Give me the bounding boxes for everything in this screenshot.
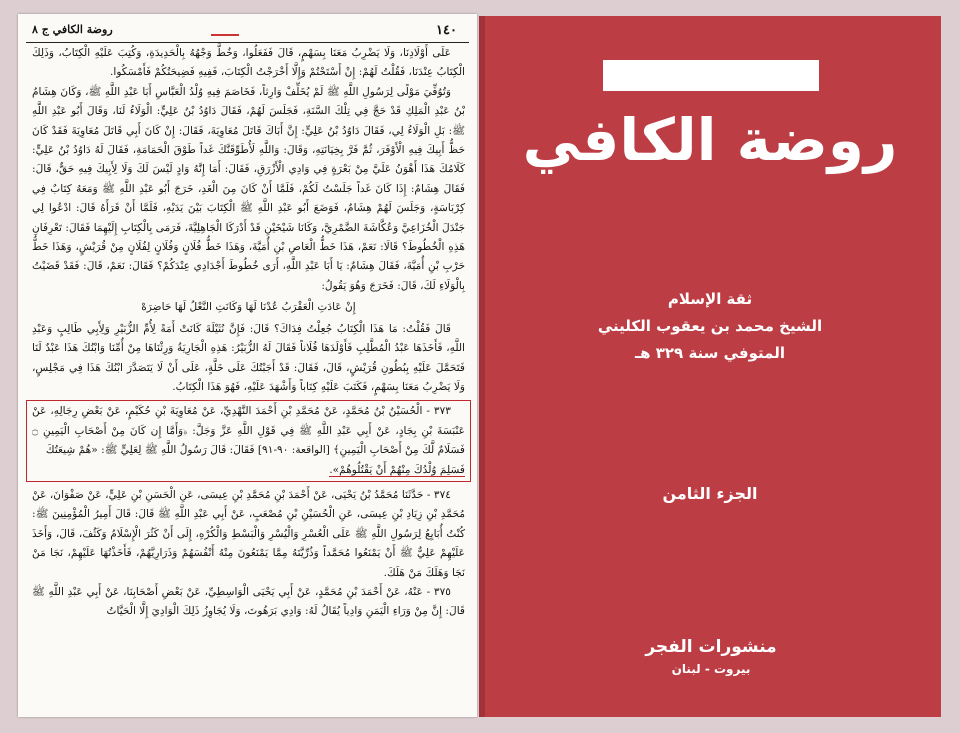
paragraph: ٣٧٤ - حَدَّثَنَا مُحَمَّدُ بْنُ يَحْيَى، عَنْ أَحْمَدَ بْنِ مُحَمَّدِ بْنِ عِيسَى، عَنِ الْحَسَنِ بْنِ عَلِيٍّ، عَنْ صَفْوَانَ، عَنْ مُحَمَّدِ بْنِ زِيَادِ بْنِ عِيسَى، عَنِ الْحُسَيْنِ بْنِ مُصْعَبٍ، عَنْ أَبِي عَبْدِ اللَّهِ ﷺ قَالَ: قَالَ أَمِيرُ الْمُؤْمِنِينَ ﷺ: كُنْتُ أُبَايِعُ لِرَسُولِ اللَّهِ ﷺ عَلَى الْعُسْرِ وَالْيُسْرِ وَالْبَسْطِ وَالْكُرْهِ، إِلَى أَنْ كَثُرَ الْإِسْلَامُ وَكَثُفَ، قَالَ، وَأَخَذَ عَلَيْهِمْ عَلِيٌّ ﷺ أَنْ يَمْنَعُوا مُحَمَّداً وَذُرِّيَّتَهُ مِمَّا يَمْنَعُونَ مِنْهُ أَنْفُسَهُمْ وَذَرَارِيَّهُمْ، فَأَخَذْتُهَا عَلَيْهِمْ، نَجَا مَنْ نَجَا وَهَلَكَ مَنْ هَلَكَ. [32,488,465,579]
cover-title: روضة الكافي [522,106,898,174]
highlighted-hadith-text: ٣٧٣ - الْحُسَيْنُ بْنُ مُحَمَّدٍ، عَنْ مُحَمَّدِ بْنِ أَحْمَدَ النَّهْدِيِّ، عَنْ مُعَاوِيَةَ بْنِ حُكَيْمٍ، عَنْ بَعْضِ رِجَالِهِ، عَنْ عَنْبَسَةَ بْنِ بِجَادٍ، عَنْ أَبِي عَبْدِ اللَّهِ ﷺ فِي قَوْلِ اللَّهِ عَزَّ وَجَلَّ: ﴿وَأَمَّا إِن كَانَ مِنْ أَصْحَابِ الْيَمِينِ ۝ فَسَلَامٌ لَّكَ مِنْ أَصْحَابِ الْيَمِينِ﴾ [الواقعة: ٩٠-٩١] فَقَالَ: قَالَ رَسُولُ اللَّهِ ﷺ لِعَلِيٍّ ﷺ: «هُمْ شِيعَتُكَ [32,405,465,457]
poem-verse: إِنْ عَادَتِ الْعَقْرَبُ عُدْنَا لَهَا وَكَانَتِ النَّعْلُ لَهَا حَاضِرَهْ [141,301,356,314]
author-death-year: المتوفي سنة ٣٢٩ هـ [635,344,785,362]
author-name: الشيخ محمد بن يعقوب الكليني [597,317,823,335]
author-block [479,286,941,367]
volume-label: الجزء الثامن [662,484,758,503]
white-label-patch [603,60,819,91]
page-body-text [32,44,465,711]
author-honorific: ثقة الإسلام [667,290,753,308]
underlined-text: فَسَلِمَ وُلْدُكَ مِنْهُمْ أَنْ يَقْتُلُوهُمْ». [329,463,465,476]
red-pen-mark [211,34,239,36]
running-title: روضة الكافي ج ٨ [32,23,113,36]
publisher-city: بيروت - لبنان [671,662,751,676]
publisher-name: منشورات الفجر [645,637,777,657]
page-header [26,20,469,43]
book-cover [479,16,941,717]
paragraph: عَلَى أَوْلَادِنَا، وَلَا يَضْرِبُ مَعَنَا بِسَهْمٍ، قَالَ فَفَعَلُوا، وَخُطَّ وَجْهُهُ بِالْحَدِيدَةِ، وَكُتِبَ عَلَيْهِ الْكِتَابُ، وَذَلِكَ الْكِتَابُ عِنْدَنَا، فَقُلْتُ لَهُمْ: إِنْ أَسْتَحْتُمْ وَإِلَّا أَخْرَجْتُ الْكِتَابَ، فَفِيهِ فَضِيحَتُكُمْ فَأَمْسَكُوا. [32,47,465,79]
paragraph: ٣٧٥ - عَنْهُ، عَنْ أَحْمَدَ بْنِ مُحَمَّدٍ، عَنْ أَبِي يَحْيَى الْوَاسِطِيِّ، عَنْ بَعْضِ أَصْحَابِنَا، عَنْ أَبِي عَبْدِ اللَّهِ ﷺ قَالَ: إِنَّ مِنْ وَرَاءِ الْيَمَنِ وَادِياً يُقَالُ لَهُ: وَادِي بَرَهُوتَ، وَلَا يُجَاوِزُ ذَلِكَ الْوَادِيَ إِلَّا الْحَيَّاتُ [32,585,465,618]
highlighted-hadith-end [32,461,465,480]
paragraph: وَتُوُفِّيَ مَوْلًى لِرَسُولِ اللَّهِ ﷺ لَمْ يُخَلِّفْ وَارِثاً، فَخَاصَمَ فِيهِ وُلْدُ الْعَبَّاسِ أَبَا عَبْدِ اللَّهِ ﷺ، وَكَانَ هِشَامُ بْنُ عَبْدِ الْمَلِكِ قَدْ حَجَّ فِي تِلْكَ السَّنَةِ، فَجَلَسَ لَهُمْ، فَقَالَ دَاوُدُ بْنُ عَلِيٍّ: الْوَلَاءُ لَنَا، وَقَالَ أَبُو عَبْدِ اللَّهِ ﷺ: بَلِ الْوَلَاءُ لِي، فَقَالَ دَاوُدُ بْنُ عَلِيٍّ: إِنَّ أَبَاكَ قَاتَلَ مُعَاوِيَةَ، فَقَالَ: إِنْ كَانَ أَبِي قَاتَلَ مُعَاوِيَةَ فَقَدْ كَانَ حَظُّ أَبِيكَ فِيهِ الْأَوْفَرَ، ثُمَّ فَرَّ بِخِيَانَتِهِ، وَقَالَ: وَاللَّهِ لَأُطَوِّقَنَّكَ غَداً طَوْقَ الْحَمَامَةِ، فَقَالَ لَهُ دَاوُدُ بْنُ عَلِيٍّ: كَلَامُكَ هَذَا أَهْوَنُ عَلَيَّ مِنْ بَعْرَةٍ فِي وَادِي الْأَزْرَقِ، فَقَالَ: أَمَا إِنَّهُ وَادٍ لَيْسَ لَكَ وَلَا لِأَبِيكَ فِيهِ حَقٌّ، قَالَ: فَقَالَ هِشَامٌ: إِذَا كَانَ غَداً جَلَسْتُ لَكُمْ، فَلَمَّا أَنْ كَانَ مِنَ الْغَدِ، خَرَجَ أَبُو عَبْدِ اللَّهِ ﷺ وَمَعَهُ كِتَابٌ فِي كِرْبَاسَةٍ، وَجَلَسَ لَهُمْ هِشَامٌ، فَوَضَعَ أَبُو عَبْدِ اللَّهِ ﷺ الْكِتَابَ بَيْنَ يَدَيْهِ، فَلَمَّا أَنْ قَرَأَهُ قَالَ: ادْعُوا لِي جَنْدَلَ الْخُزَاعِيَّ وَعُكَّاشَةَ الضَّمْرِيَّ، وَكَانَا شَيْخَيْنِ قَدْ أَدْرَكَا الْجَاهِلِيَّةَ، فَرَمَى بِالْكِتَابِ إِلَيْهِمَا فَقَالَ: تَعْرِفَانِ هَذِهِ الْخُطُوطَ؟ قَالَا: نَعَمْ، هَذَا خَطُّ الْعَاصِ بْنِ أُمَيَّةَ، وَهَذَا خَطُّ فُلَانٍ وَفُلَانٍ لِفُلَانٍ مِنْ قُرَيْشٍ، وَهَذَا خَطُّ حَرْبِ بْنِ أُمَيَّةَ، فَقَالَ هِشَامٌ: يَا أَبَا عَبْدِ اللَّهِ، أَرَى خُطُوطَ أَجْدَادِي عِنْدَكُمْ؟ فَقَالَ: نَعَمْ، قَالَ: فَقَدْ قَضَيْتُ بِالْوَلَاءِ لَكَ، قَالَ: فَخَرَجَ وَهُوَ يَقُولُ: [32,85,465,292]
highlighted-hadith-box [26,400,471,482]
publisher-block [641,636,781,680]
page-number: ١٤٠ [436,23,457,38]
scanned-book-page [18,14,477,717]
paragraph: قَالَ فَقُلْتُ: مَا هَذَا الْكِتَابُ جُعِلْتُ فِدَاكَ؟ قَالَ: فَإِنَّ نُثَيْلَةَ كَانَتْ أَمَةً لِأُمِّ الزُّبَيْرِ وَلِأَبِي طَالِبٍ وَعَبْدِ اللَّهِ، فَأَخَذَهَا عَبْدُ الْمُطَّلِبِ فَأَوْلَدَهَا فُلَاناً فَقَالَ لَهُ الزُّبَيْرُ: هَذِهِ الْجَارِيَةُ وَرِثْنَاهَا مِنْ أُمِّنَا وَابْنُكَ هَذَا عَبْدٌ لَنَا فَتَحَمَّلَ عَلَيْهِ بِبُطُونِ قُرَيْشٍ، قَالَ، فَقَالَ: قَدْ أَجَبْتُكَ عَلَى خَلَّةٍ، عَلَى أَنْ لَا يَتَصَدَّرَ ابْنُكَ هَذَا فِي مَجْلِسٍ، وَلَا يَضْرِبُ مَعَنَا بِسَهْمٍ، فَكَتَبَ عَلَيْهِ كِتَاباً وَأَشْهَدَ عَلَيْهِ، فَهُوَ هَذَا الْكِتَابُ. [32,322,465,393]
